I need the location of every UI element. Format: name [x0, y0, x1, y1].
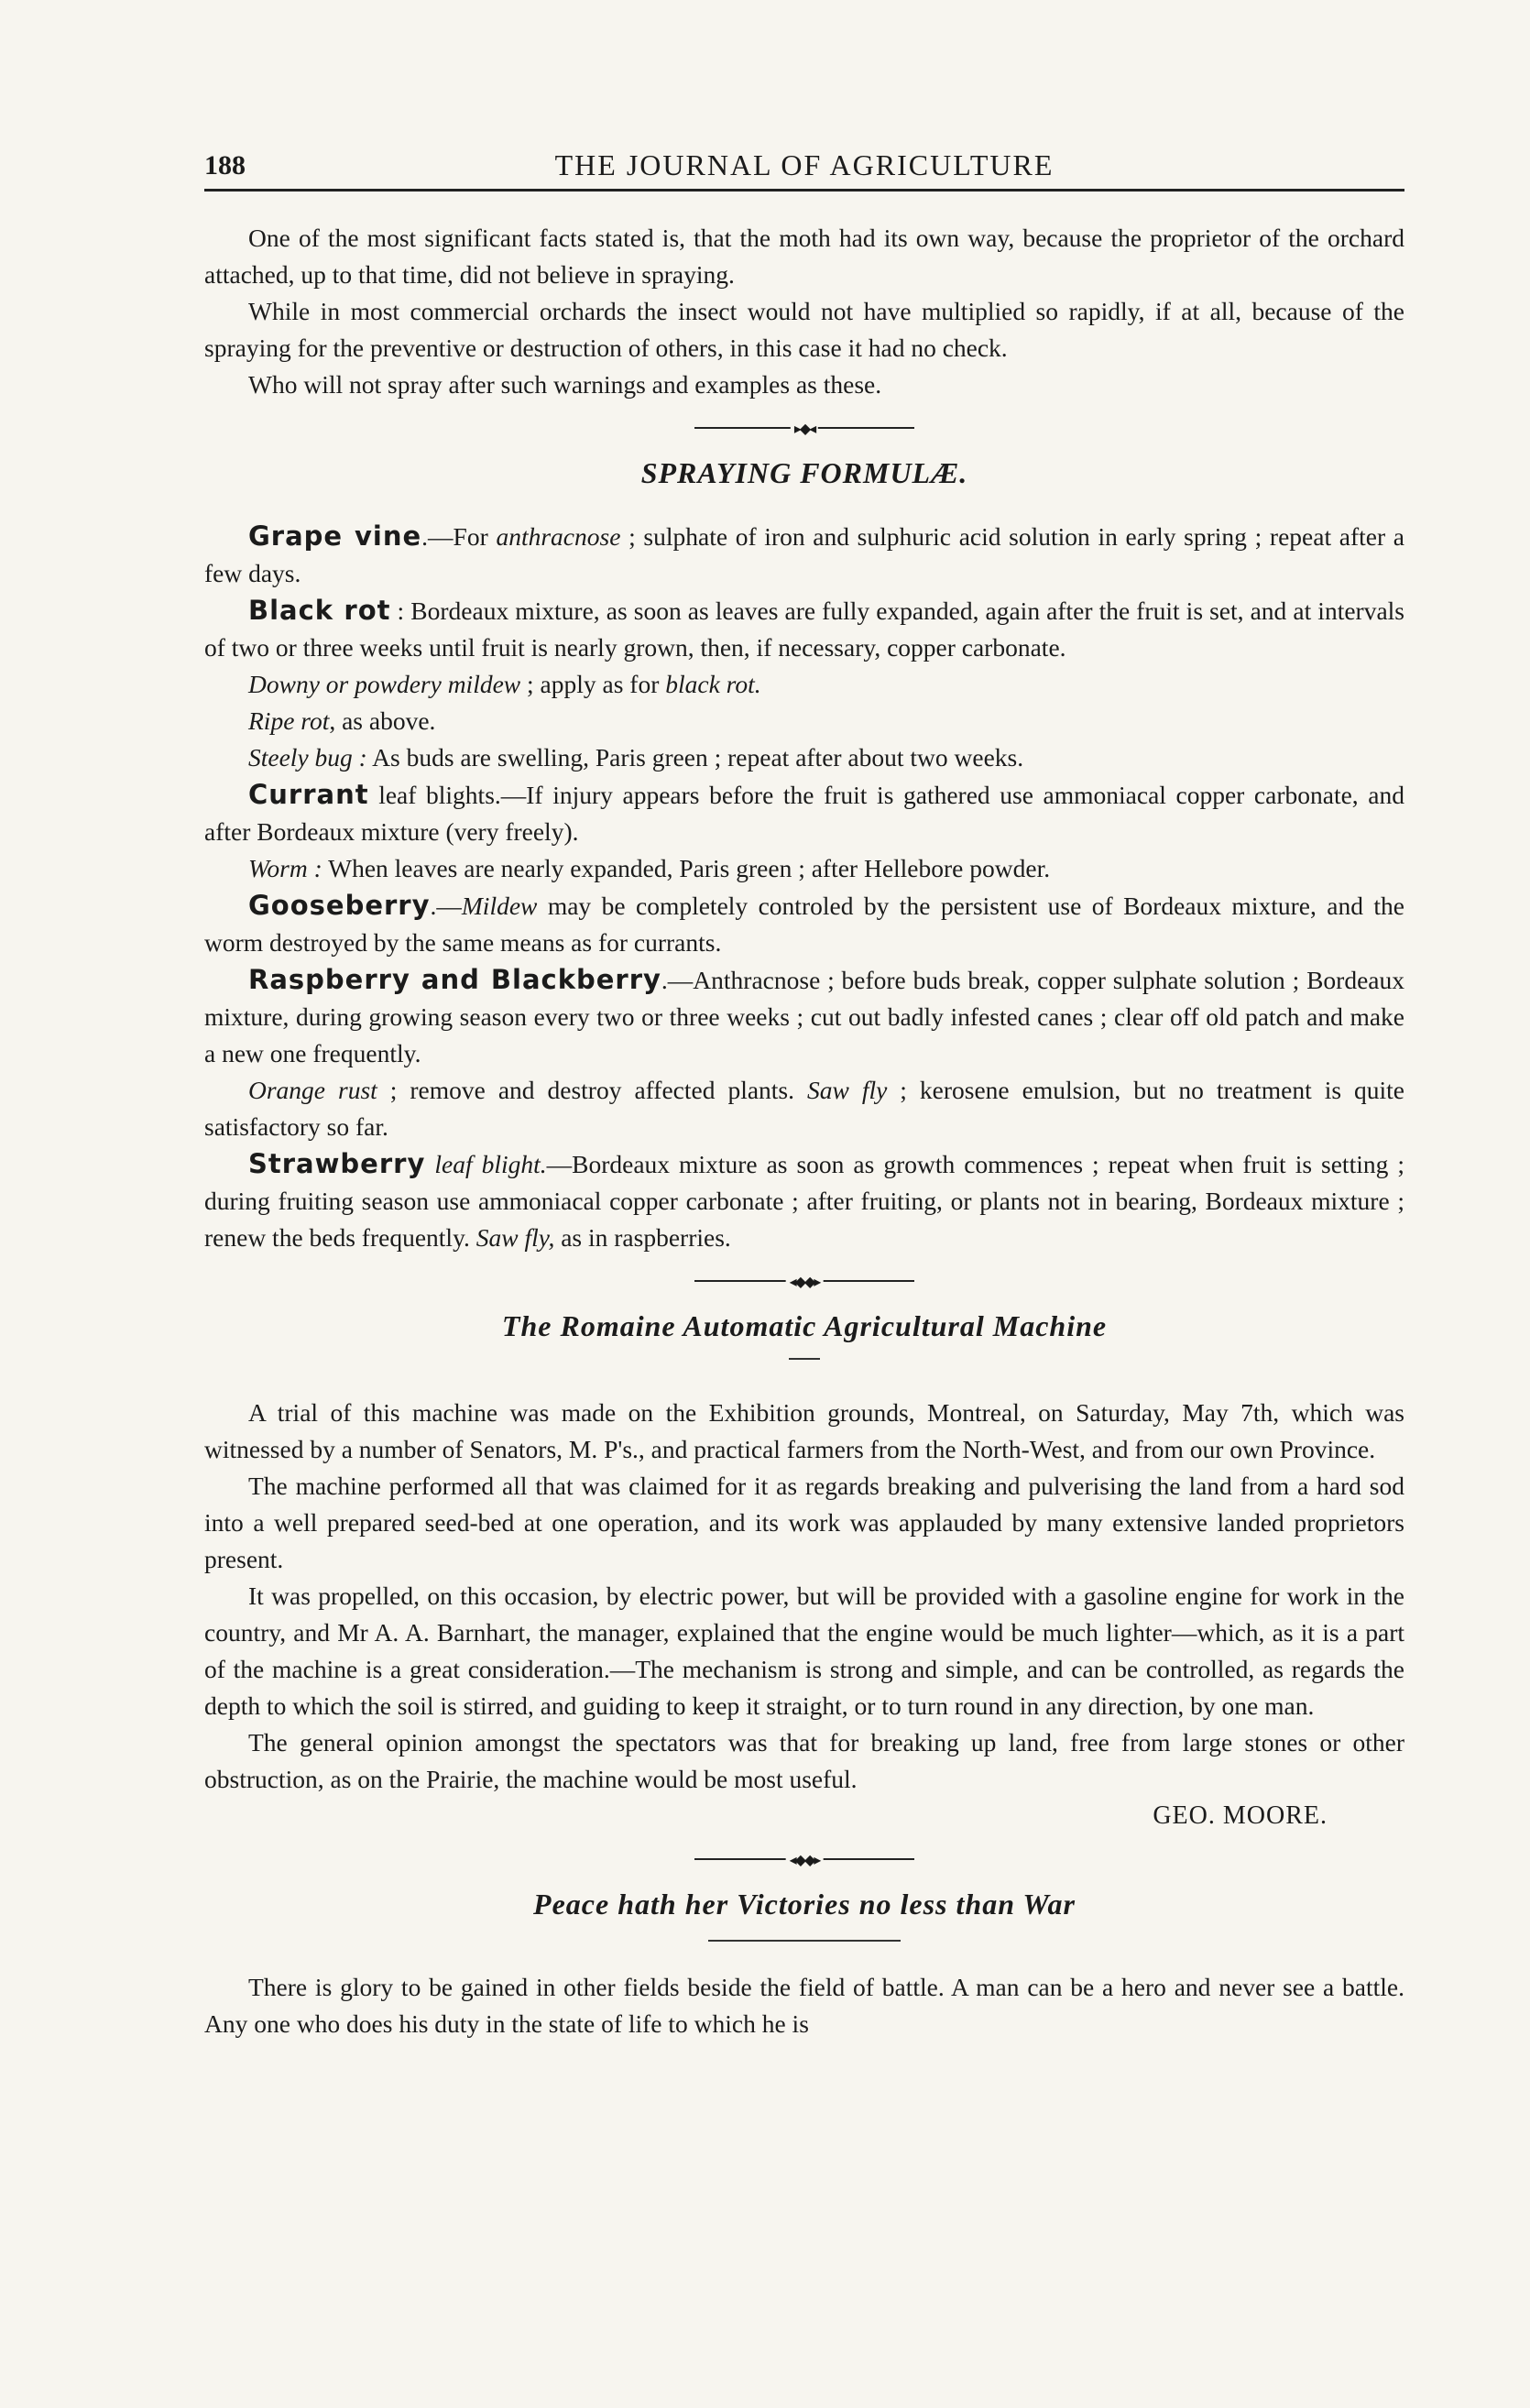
spraying-item — [204, 703, 1404, 739]
spraying-item-text: When leaves are nearly expanded, Paris green ; after Hellebore powder. — [322, 854, 1051, 882]
spraying-item-text: , as above. — [329, 706, 436, 735]
intro-paragraph-1: One of the most significant facts stated is, that the moth had its own way, because the proprietor of the orchard attached, up to that time, did not believe in spraying. — [204, 224, 1404, 289]
spraying-item-italic: leaf blight. — [434, 1150, 547, 1178]
spraying-item — [204, 1145, 1404, 1256]
signature: GEO. MOORE. — [1153, 1801, 1328, 1830]
spraying-item-text: ; kerosene emulsion, but no treatment is quite satisfactory so far. — [204, 1076, 1404, 1141]
spraying-item-lead: Black rot — [248, 595, 391, 626]
spraying-item — [204, 776, 1404, 850]
spraying-item-text: .— — [430, 892, 462, 920]
spraying-item-italic: Worm : — [248, 854, 322, 882]
romaine-paragraph-4: The general opinion amongst the spectators was that for breaking up land, free from large stones or other obstruction, as on the Prairie, the machine would be most useful. — [204, 1728, 1404, 1793]
spraying-item-text: .—Anthracnose ; before buds break, copper sulphate solution ; Bordeaux mixture, during growing season every two or three weeks ; cut out badly infested canes ; clear off old patch and make a new one frequently. — [204, 966, 1404, 1067]
spraying-item — [204, 518, 1404, 592]
spraying-item-lead: Gooseberry — [248, 890, 431, 921]
spraying-item-text: ; apply as for — [520, 670, 666, 698]
spraying-item — [204, 666, 1404, 703]
title-rule — [708, 1940, 901, 1942]
spraying-item — [204, 850, 1404, 887]
intro-paragraph-3: Who will not spray after such warnings and examples as these. — [248, 370, 882, 399]
spraying-item-text: ; sulphate of iron and sulphuric acid solution in early spring ; repeat after a few days. — [204, 522, 1405, 587]
spraying-item-text: —Bordeaux mixture as soon as growth commences ; repeat when fruit is setting ; during fruiting season use ammoniacal copper carbonate ; after fruiting, or plants not in bearing, Bordeaux mixture ; renew the beds frequently. — [204, 1150, 1404, 1252]
spraying-item-lead: Currant — [248, 779, 369, 810]
spraying-item — [204, 592, 1404, 666]
spraying-item-text: .—For — [421, 522, 497, 551]
page-number: 188 — [204, 150, 246, 181]
page-header — [204, 147, 1404, 192]
spraying-item-text: as in raspberries. — [554, 1223, 731, 1252]
spraying-item-text: As buds are swelling, Paris green ; repeat after about two weeks. — [366, 743, 1024, 772]
spraying-item-text — [425, 1150, 434, 1178]
romaine-paragraph-3: It was propelled, on this occasion, by electric power, but will be provided with a gasoline engine for work in the country, and Mr A. A. Barnhart, the manager, explained that the engine would be much lighter—which, as it is a part of the machine is a great consideration.—The mechanism is strong and simple, and can be controlled, as regards the depth to which the soil is stirred, and guiding to keep it straight, or to turn round in any direction, by one man. — [204, 1582, 1404, 1720]
spraying-item-italic: Ripe rot — [248, 706, 330, 735]
spraying-title: SPRAYING FORMULÆ. — [640, 456, 968, 489]
spraying-item — [204, 739, 1404, 776]
peace-title: Peace hath her Victories no less than War — [533, 1888, 1076, 1921]
spraying-item-italic: Downy or powdery mildew — [248, 670, 521, 698]
section-separator: ▸◆◂ — [694, 412, 914, 443]
spraying-item-text: leaf blights.—If injury appears before the fruit is gathered use ammoniacal copper carbonate, and after Bordeaux mixture (very freely). — [204, 781, 1404, 846]
article-body — [204, 220, 1404, 2042]
spraying-item-lead: Raspberry and Blackberry — [248, 964, 661, 995]
peace-paragraph-1: There is glory to be gained in other fields beside the field of battle. A man can be a hero and never see a battle. Any one who does his duty in the state of life to which he is — [204, 1973, 1404, 2038]
section-separator: ◂◆◆▸ — [694, 1265, 914, 1297]
spraying-item-italic: anthracnose — [496, 522, 621, 551]
spraying-item — [204, 887, 1404, 961]
spraying-item-text: may be completely controled by the persistent use of Bordeaux mixture, and the worm destroyed by the same means as for currants. — [204, 892, 1404, 957]
spraying-item — [204, 1072, 1404, 1145]
section-separator: ◂◆◆▸ — [694, 1844, 914, 1875]
title-rule — [789, 1358, 820, 1360]
spraying-item-lead: Grape vine — [248, 520, 422, 552]
spraying-item-italic: black rot. — [665, 670, 761, 698]
spraying-list — [204, 518, 1404, 1256]
romaine-paragraph-2: The machine performed all that was claimed for it as regards breaking and pulverising the land from a hard sod into a well prepared seed-bed at one operation, and its work was applauded by many extensive landed proprietors present. — [204, 1472, 1404, 1573]
running-title: THE JOURNAL OF AGRICULTURE — [554, 148, 1055, 181]
intro-paragraph-2: While in most commercial orchards the insect would not have multiplied so rapidly, if at all, because of the spraying for the preventive or destruction of others, in this case it had no check. — [204, 297, 1404, 362]
spraying-item-italic: Steely bug : — [248, 743, 367, 772]
romaine-title: The Romaine Automatic Agricultural Machine — [501, 1309, 1108, 1342]
spraying-item-text: : Bordeaux mixture, as soon as leaves are fully expanded, again after the fruit is set, and at intervals of two or three weeks until fruit is nearly grown, then, if necessary, copper carbonate. — [204, 597, 1404, 662]
spraying-item-text: ; remove and destroy affected plants. — [377, 1076, 807, 1104]
spraying-item-italic: Saw fly — [807, 1076, 888, 1104]
spraying-item-italic: Mildew — [461, 892, 538, 920]
spraying-item — [204, 961, 1404, 1072]
spraying-item-italic: Orange rust — [248, 1076, 377, 1104]
spraying-item-lead: Strawberry — [248, 1148, 426, 1179]
romaine-paragraph-1: A trial of this machine was made on the Exhibition grounds, Montreal, on Saturday, May 7th, which was witnessed by a number of Senators, M. P's., and practical farmers from the North-West, and from our own Province. — [204, 1398, 1404, 1463]
spraying-item-italic: Saw fly, — [475, 1223, 555, 1252]
